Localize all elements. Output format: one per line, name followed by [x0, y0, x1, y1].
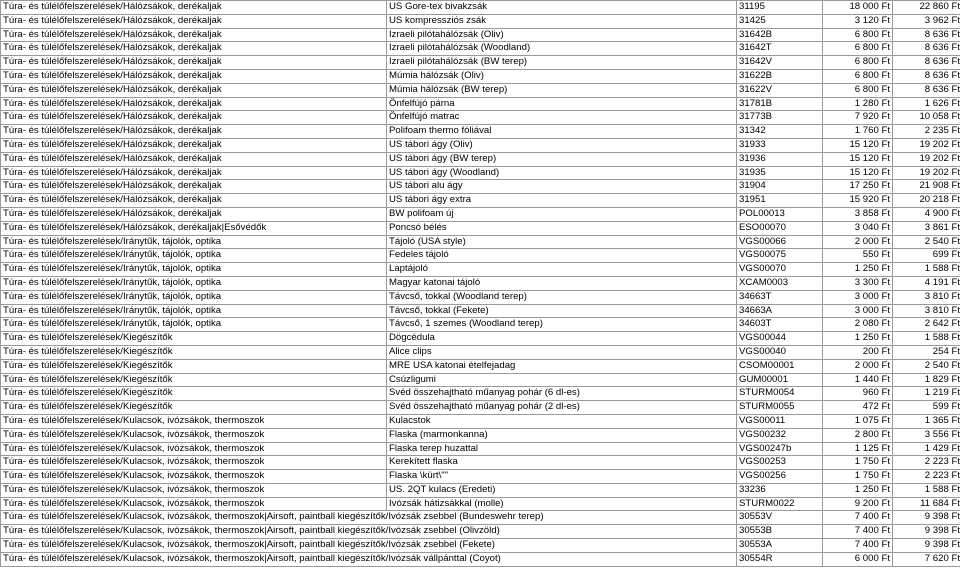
product-code-cell[interactable]: XCAM0003	[737, 276, 823, 290]
gross-price-cell[interactable]: 8 636 Ft	[893, 28, 960, 42]
category-cell[interactable]: Túra- és túlélőfelszerelések/Hálózsákok, derékaljak	[1, 194, 387, 208]
product-code-cell[interactable]: 31951	[737, 194, 823, 208]
net-price-cell[interactable]: 1 750 Ft	[823, 456, 893, 470]
product-code-cell[interactable]: 31425	[737, 14, 823, 28]
net-price-cell[interactable]: 960 Ft	[823, 387, 893, 401]
table-row	[1, 249, 960, 263]
table-row	[1, 207, 960, 221]
table-row	[1, 138, 960, 152]
product-name-cell[interactable]: Múmia hálózsák (Oliv)	[387, 69, 737, 83]
net-price-cell[interactable]: 3 000 Ft	[823, 304, 893, 318]
gross-price-cell[interactable]: 8 636 Ft	[893, 83, 960, 97]
gross-price-cell[interactable]: 20 218 Ft	[893, 194, 960, 208]
category-cell[interactable]: Túra- és túlélőfelszerelések/Kiegészítők	[1, 359, 387, 373]
product-name-cell[interactable]: Laptájoló	[387, 263, 737, 277]
product-code-cell[interactable]: 31935	[737, 166, 823, 180]
product-code-cell[interactable]: VGS00066	[737, 235, 823, 249]
product-code-cell[interactable]: 31781B	[737, 97, 823, 111]
product-name-cell[interactable]: Tájoló (USA style)	[387, 235, 737, 249]
price-list-body	[1, 1, 960, 567]
category-cell[interactable]: Túra- és túlélőfelszerelések/Hálózsákok, derékaljak	[1, 1, 387, 15]
product-name-cell[interactable]: US Gore-tex bivakzsák	[387, 1, 737, 15]
category-cell[interactable]: Túra- és túlélőfelszerelések/Kiegészítők	[1, 401, 387, 415]
table-row	[1, 69, 960, 83]
gross-price-cell[interactable]: 1 829 Ft	[893, 373, 960, 387]
net-price-cell[interactable]: 17 250 Ft	[823, 180, 893, 194]
category-cell[interactable]: Túra- és túlélőfelszerelések/Hálózsákok, derékaljak	[1, 111, 387, 125]
product-name-cell[interactable]: US tábori alu ágy	[387, 180, 737, 194]
gross-price-cell[interactable]: 254 Ft	[893, 345, 960, 359]
product-name-cell[interactable]: US kompressziós zsák	[387, 14, 737, 28]
table-row	[1, 304, 960, 318]
net-price-cell[interactable]: 2 080 Ft	[823, 318, 893, 332]
net-price-cell[interactable]: 1 440 Ft	[823, 373, 893, 387]
product-code-cell[interactable]: 31622B	[737, 69, 823, 83]
table-row	[1, 539, 960, 553]
table-row	[1, 387, 960, 401]
table-row	[1, 373, 960, 387]
product-code-cell[interactable]: VGS00011	[737, 414, 823, 428]
product-name-cell[interactable]: Izraeli pilótahálózsák (Woodland)	[387, 42, 737, 56]
gross-price-cell[interactable]: 1 429 Ft	[893, 442, 960, 456]
net-price-cell[interactable]: 6 800 Ft	[823, 69, 893, 83]
product-code-cell[interactable]: 31933	[737, 138, 823, 152]
product-code-cell[interactable]: 31195	[737, 1, 823, 15]
product-name-cell[interactable]: US. 2QT kulacs (Eredeti)	[387, 483, 737, 497]
gross-price-cell[interactable]: 10 058 Ft	[893, 111, 960, 125]
table-row	[1, 332, 960, 346]
category-cell[interactable]: Túra- és túlélőfelszerelések/Hálózsákok, derékaljak	[1, 56, 387, 70]
net-price-cell[interactable]: 1 250 Ft	[823, 332, 893, 346]
category-cell[interactable]: Túra- és túlélőfelszerelések/Kulacsok, ivózsákok, thermoszok	[1, 442, 387, 456]
category-cell[interactable]: Túra- és túlélőfelszerelések/Hálózsákok, derékaljak	[1, 207, 387, 221]
product-code-cell[interactable]: 31904	[737, 180, 823, 194]
table-row	[1, 180, 960, 194]
net-price-cell[interactable]: 1 075 Ft	[823, 414, 893, 428]
category-cell[interactable]: Túra- és túlélőfelszerelések/Hálózsákok, derékaljak	[1, 166, 387, 180]
gross-price-cell[interactable]: 11 684 Ft	[893, 497, 960, 511]
net-price-cell[interactable]: 6 800 Ft	[823, 56, 893, 70]
product-code-cell[interactable]: VGS00040	[737, 345, 823, 359]
gross-price-cell[interactable]: 8 636 Ft	[893, 69, 960, 83]
category-cell[interactable]: Túra- és túlélőfelszerelések/Hálózsákok, derékaljak	[1, 69, 387, 83]
product-name-cell[interactable]: Magyar katonai tájoló	[387, 276, 737, 290]
table-row	[1, 345, 960, 359]
gross-price-cell[interactable]: 1 588 Ft	[893, 332, 960, 346]
gross-price-cell[interactable]: 1 588 Ft	[893, 263, 960, 277]
category-cell[interactable]: Túra- és túlélőfelszerelések/Iránytűk, tájolók, optika	[1, 276, 387, 290]
product-code-cell[interactable]: ESO00070	[737, 221, 823, 235]
gross-price-cell[interactable]: 3 962 Ft	[893, 14, 960, 28]
table-row	[1, 235, 960, 249]
product-name-cell[interactable]: Ivózsák hátizsákkal (molle)	[387, 497, 737, 511]
product-name-cell[interactable]: MRE USA katonai ételfejadag	[387, 359, 737, 373]
product-code-cell[interactable]: VGS00256	[737, 470, 823, 484]
category-cell[interactable]: Túra- és túlélőfelszerelések/Hálózsákok, derékaljak	[1, 14, 387, 28]
gross-price-cell[interactable]: 9 398 Ft	[893, 539, 960, 553]
product-code-cell[interactable]: STURM0054	[737, 387, 823, 401]
product-name-cell[interactable]: Fedeles tájoló	[387, 249, 737, 263]
net-price-cell[interactable]: 15 120 Ft	[823, 138, 893, 152]
gross-price-cell[interactable]: 1 219 Ft	[893, 387, 960, 401]
gross-price-cell[interactable]: 2 235 Ft	[893, 125, 960, 139]
category-cell[interactable]: Túra- és túlélőfelszerelések/Hálózsákok, derékaljak	[1, 97, 387, 111]
table-row	[1, 194, 960, 208]
gross-price-cell[interactable]: 1 588 Ft	[893, 483, 960, 497]
product-name-cell[interactable]: Izraeli pilótahálózsák (BW terep)	[387, 56, 737, 70]
table-row	[1, 511, 960, 525]
product-code-cell[interactable]: VGS00044	[737, 332, 823, 346]
product-name-cell[interactable]: Kerekített flaska	[387, 456, 737, 470]
table-row	[1, 263, 960, 277]
table-row	[1, 318, 960, 332]
category-cell[interactable]: Túra- és túlélőfelszerelések/Hálózsákok, derékaljak	[1, 83, 387, 97]
net-price-cell[interactable]: 3 120 Ft	[823, 14, 893, 28]
table-row	[1, 290, 960, 304]
net-price-cell[interactable]: 2 000 Ft	[823, 359, 893, 373]
net-price-cell[interactable]: 3 858 Ft	[823, 207, 893, 221]
category-cell[interactable]: Túra- és túlélőfelszerelések/Iránytűk, tájolók, optika	[1, 290, 387, 304]
category-cell[interactable]: Túra- és túlélőfelszerelések/Hálózsákok, derékaljak|Esővédők	[1, 221, 387, 235]
net-price-cell[interactable]: 7 400 Ft	[823, 539, 893, 553]
product-code-cell[interactable]: VGS00070	[737, 263, 823, 277]
gross-price-cell[interactable]: 4 900 Ft	[893, 207, 960, 221]
product-code-cell[interactable]: VGS00247b	[737, 442, 823, 456]
product-name-cell[interactable]: Flaska terep huzattal	[387, 442, 737, 456]
product-name-cell[interactable]: Kulacstok	[387, 414, 737, 428]
product-code-cell[interactable]: 31622V	[737, 83, 823, 97]
net-price-cell[interactable]: 7 400 Ft	[823, 525, 893, 539]
net-price-cell[interactable]: 9 200 Ft	[823, 497, 893, 511]
net-price-cell[interactable]: 1 750 Ft	[823, 470, 893, 484]
table-row	[1, 525, 960, 539]
net-price-cell[interactable]: 6 800 Ft	[823, 83, 893, 97]
product-code-cell[interactable]: 34663A	[737, 304, 823, 318]
gross-price-cell[interactable]: 599 Ft	[893, 401, 960, 415]
category-cell[interactable]: Túra- és túlélőfelszerelések/Iránytűk, tájolók, optika	[1, 235, 387, 249]
category-cell[interactable]: Túra- és túlélőfelszerelések/Kulacsok, ivózsákok, thermoszok	[1, 470, 387, 484]
product-name-cell[interactable]: Flaska \kürt\""	[387, 470, 737, 484]
gross-price-cell[interactable]: 2 540 Ft	[893, 235, 960, 249]
product-code-cell[interactable]: 31642V	[737, 56, 823, 70]
product-code-cell[interactable]: 31642T	[737, 42, 823, 56]
category-cell[interactable]: Túra- és túlélőfelszerelések/Iránytűk, tájolók, optika	[1, 263, 387, 277]
category-cell[interactable]: Túra- és túlélőfelszerelések/Kulacsok, ivózsákok, thermoszok	[1, 414, 387, 428]
table-row	[1, 359, 960, 373]
product-name-cell[interactable]: Izraeli pilótahálózsák (Oliv)	[387, 28, 737, 42]
product-name-cell[interactable]: Múmia hálózsák (BW terep)	[387, 83, 737, 97]
gross-price-cell[interactable]: 4 191 Ft	[893, 276, 960, 290]
product-code-cell[interactable]: POL00013	[737, 207, 823, 221]
product-code-cell[interactable]: 30554R	[737, 552, 823, 566]
gross-price-cell[interactable]: 9 398 Ft	[893, 511, 960, 525]
product-name-cell[interactable]: Csúzligumi	[387, 373, 737, 387]
category-cell[interactable]: Túra- és túlélőfelszerelések/Kulacsok, ivózsákok, thermoszok|Airsoft, paintball kiegészítők/Ivózsák zsebbel (Fekete)	[1, 539, 737, 553]
table-row	[1, 552, 960, 566]
product-name-cell[interactable]: US tábori ágy (Oliv)	[387, 138, 737, 152]
table-row	[1, 1, 960, 15]
gross-price-cell[interactable]: 1 365 Ft	[893, 414, 960, 428]
product-name-cell[interactable]: US tábori ágy extra	[387, 194, 737, 208]
table-row	[1, 125, 960, 139]
category-cell[interactable]: Túra- és túlélőfelszerelések/Kiegészítők	[1, 387, 387, 401]
net-price-cell[interactable]: 2 800 Ft	[823, 428, 893, 442]
net-price-cell[interactable]: 1 125 Ft	[823, 442, 893, 456]
product-name-cell[interactable]: Alice clips	[387, 345, 737, 359]
product-name-cell[interactable]: US tábori ágy (Woodland)	[387, 166, 737, 180]
gross-price-cell[interactable]: 3 810 Ft	[893, 290, 960, 304]
category-cell[interactable]: Túra- és túlélőfelszerelések/Iránytűk, tájolók, optika	[1, 249, 387, 263]
net-price-cell[interactable]: 1 280 Ft	[823, 97, 893, 111]
product-code-cell[interactable]: 34603T	[737, 318, 823, 332]
gross-price-cell[interactable]: 8 636 Ft	[893, 42, 960, 56]
table-row	[1, 428, 960, 442]
product-code-cell[interactable]: STURM0055	[737, 401, 823, 415]
product-code-cell[interactable]: STURM0022	[737, 497, 823, 511]
product-code-cell[interactable]: 31936	[737, 152, 823, 166]
product-name-cell[interactable]: Svéd összehajtható műanyag pohár (6 dl-es)	[387, 387, 737, 401]
net-price-cell[interactable]: 3 300 Ft	[823, 276, 893, 290]
product-code-cell[interactable]: 33236	[737, 483, 823, 497]
table-row	[1, 14, 960, 28]
category-cell[interactable]: Túra- és túlélőfelszerelések/Kulacsok, ivózsákok, thermoszok	[1, 483, 387, 497]
category-cell[interactable]: Túra- és túlélőfelszerelések/Hálózsákok, derékaljak	[1, 28, 387, 42]
table-row	[1, 414, 960, 428]
category-cell[interactable]: Túra- és túlélőfelszerelések/Hálózsákok, derékaljak	[1, 42, 387, 56]
net-price-cell[interactable]: 18 000 Ft	[823, 1, 893, 15]
table-row	[1, 42, 960, 56]
product-code-cell[interactable]: 30553A	[737, 539, 823, 553]
net-price-cell[interactable]: 1 250 Ft	[823, 483, 893, 497]
gross-price-cell[interactable]: 3 861 Ft	[893, 221, 960, 235]
product-code-cell[interactable]: VGS00232	[737, 428, 823, 442]
category-cell[interactable]: Túra- és túlélőfelszerelések/Hálózsákok, derékaljak	[1, 152, 387, 166]
product-name-cell[interactable]: Dögcédula	[387, 332, 737, 346]
product-name-cell[interactable]: Távcső, tokkal (Woodland terep)	[387, 290, 737, 304]
category-cell[interactable]: Túra- és túlélőfelszerelések/Iránytűk, tájolók, optika	[1, 318, 387, 332]
net-price-cell[interactable]: 7 400 Ft	[823, 511, 893, 525]
gross-price-cell[interactable]: 19 202 Ft	[893, 152, 960, 166]
gross-price-cell[interactable]: 699 Ft	[893, 249, 960, 263]
category-cell[interactable]: Túra- és túlélőfelszerelések/Kiegészítők	[1, 345, 387, 359]
table-row	[1, 28, 960, 42]
product-code-cell[interactable]: CSOM00001	[737, 359, 823, 373]
category-cell[interactable]: Túra- és túlélőfelszerelések/Hálózsákok, derékaljak	[1, 125, 387, 139]
category-cell[interactable]: Túra- és túlélőfelszerelések/Kulacsok, ivózsákok, thermoszok	[1, 456, 387, 470]
net-price-cell[interactable]: 550 Ft	[823, 249, 893, 263]
gross-price-cell[interactable]: 2 223 Ft	[893, 470, 960, 484]
category-cell[interactable]: Túra- és túlélőfelszerelések/Iránytűk, tájolók, optika	[1, 304, 387, 318]
gross-price-cell[interactable]: 19 202 Ft	[893, 166, 960, 180]
gross-price-cell[interactable]: 2 540 Ft	[893, 359, 960, 373]
gross-price-cell[interactable]: 19 202 Ft	[893, 138, 960, 152]
product-code-cell[interactable]: 30553B	[737, 525, 823, 539]
table-row	[1, 456, 960, 470]
net-price-cell[interactable]: 3 040 Ft	[823, 221, 893, 235]
product-code-cell[interactable]: 30553V	[737, 511, 823, 525]
net-price-cell[interactable]: 15 920 Ft	[823, 194, 893, 208]
table-row	[1, 276, 960, 290]
category-cell[interactable]: Túra- és túlélőfelszerelések/Hálózsákok, derékaljak	[1, 138, 387, 152]
net-price-cell[interactable]: 1 250 Ft	[823, 263, 893, 277]
net-price-cell[interactable]: 15 120 Ft	[823, 152, 893, 166]
category-cell[interactable]: Túra- és túlélőfelszerelések/Kiegészítők	[1, 373, 387, 387]
gross-price-cell[interactable]: 9 398 Ft	[893, 525, 960, 539]
product-name-cell[interactable]: Flaska (marmonkanna)	[387, 428, 737, 442]
product-name-cell[interactable]: US tábori ágy (BW terep)	[387, 152, 737, 166]
gross-price-cell[interactable]: 8 636 Ft	[893, 56, 960, 70]
category-cell[interactable]: Túra- és túlélőfelszerelések/Kiegészítők	[1, 332, 387, 346]
product-name-cell[interactable]: Önfelfújó matrac	[387, 111, 737, 125]
net-price-cell[interactable]: 2 000 Ft	[823, 235, 893, 249]
table-row	[1, 497, 960, 511]
table-row	[1, 166, 960, 180]
product-code-cell[interactable]: 31773B	[737, 111, 823, 125]
net-price-cell[interactable]: 1 760 Ft	[823, 125, 893, 139]
table-row	[1, 56, 960, 70]
product-name-cell[interactable]: Önfelfújó párna	[387, 97, 737, 111]
gross-price-cell[interactable]: 2 223 Ft	[893, 456, 960, 470]
net-price-cell[interactable]: 472 Ft	[823, 401, 893, 415]
product-code-cell[interactable]: VGS00075	[737, 249, 823, 263]
gross-price-cell[interactable]: 21 908 Ft	[893, 180, 960, 194]
net-price-cell[interactable]: 6 800 Ft	[823, 42, 893, 56]
category-cell[interactable]: Túra- és túlélőfelszerelések/Hálózsákok, derékaljak	[1, 180, 387, 194]
product-code-cell[interactable]: VGS00253	[737, 456, 823, 470]
net-price-cell[interactable]: 6 000 Ft	[823, 552, 893, 566]
gross-price-cell[interactable]: 3 556 Ft	[893, 428, 960, 442]
gross-price-cell[interactable]: 7 620 Ft	[893, 552, 960, 566]
gross-price-cell[interactable]: 1 626 Ft	[893, 97, 960, 111]
net-price-cell[interactable]: 15 120 Ft	[823, 166, 893, 180]
gross-price-cell[interactable]: 3 810 Ft	[893, 304, 960, 318]
gross-price-cell[interactable]: 2 642 Ft	[893, 318, 960, 332]
table-row	[1, 97, 960, 111]
category-cell[interactable]: Túra- és túlélőfelszerelések/Kulacsok, ivózsákok, thermoszok	[1, 428, 387, 442]
product-name-cell[interactable]: Polifoam thermo fóliával	[387, 125, 737, 139]
table-row	[1, 83, 960, 97]
product-code-cell[interactable]: 31642B	[737, 28, 823, 42]
product-name-cell[interactable]: Svéd összehajtható műanyag pohár (2 dl-es)	[387, 401, 737, 415]
table-row	[1, 111, 960, 125]
product-name-cell[interactable]: BW polifoam új	[387, 207, 737, 221]
table-row	[1, 221, 960, 235]
net-price-cell[interactable]: 7 920 Ft	[823, 111, 893, 125]
table-row	[1, 442, 960, 456]
net-price-cell[interactable]: 200 Ft	[823, 345, 893, 359]
category-cell[interactable]: Túra- és túlélőfelszerelések/Kulacsok, ivózsákok, thermoszok|Airsoft, paintball kiegészítők/Ivózsák zsebbel (Bundeswehr terep)	[1, 511, 737, 525]
table-row	[1, 401, 960, 415]
net-price-cell[interactable]: 3 000 Ft	[823, 290, 893, 304]
product-name-cell[interactable]: Poncsó bélés	[387, 221, 737, 235]
table-row	[1, 152, 960, 166]
category-cell[interactable]: Túra- és túlélőfelszerelések/Kulacsok, ivózsákok, thermoszok	[1, 497, 387, 511]
table-row	[1, 470, 960, 484]
gross-price-cell[interactable]: 22 860 Ft	[893, 1, 960, 15]
net-price-cell[interactable]: 6 800 Ft	[823, 28, 893, 42]
table-row	[1, 483, 960, 497]
category-cell[interactable]: Túra- és túlélőfelszerelések/Kulacsok, ivózsákok, thermoszok|Airsoft, paintball kiegészítők/Ivózsák vállpánttal (Coyot)	[1, 552, 737, 566]
product-code-cell[interactable]: 34663T	[737, 290, 823, 304]
product-code-cell[interactable]: 31342	[737, 125, 823, 139]
product-code-cell[interactable]: GUM00001	[737, 373, 823, 387]
product-name-cell[interactable]: Távcső, 1 szemes (Woodland terep)	[387, 318, 737, 332]
product-name-cell[interactable]: Távcső, tokkal (Fekete)	[387, 304, 737, 318]
category-cell[interactable]: Túra- és túlélőfelszerelések/Kulacsok, ivózsákok, thermoszok|Airsoft, paintball kiegészítők/Ivózsák zsebbel (Olivzöld)	[1, 525, 737, 539]
